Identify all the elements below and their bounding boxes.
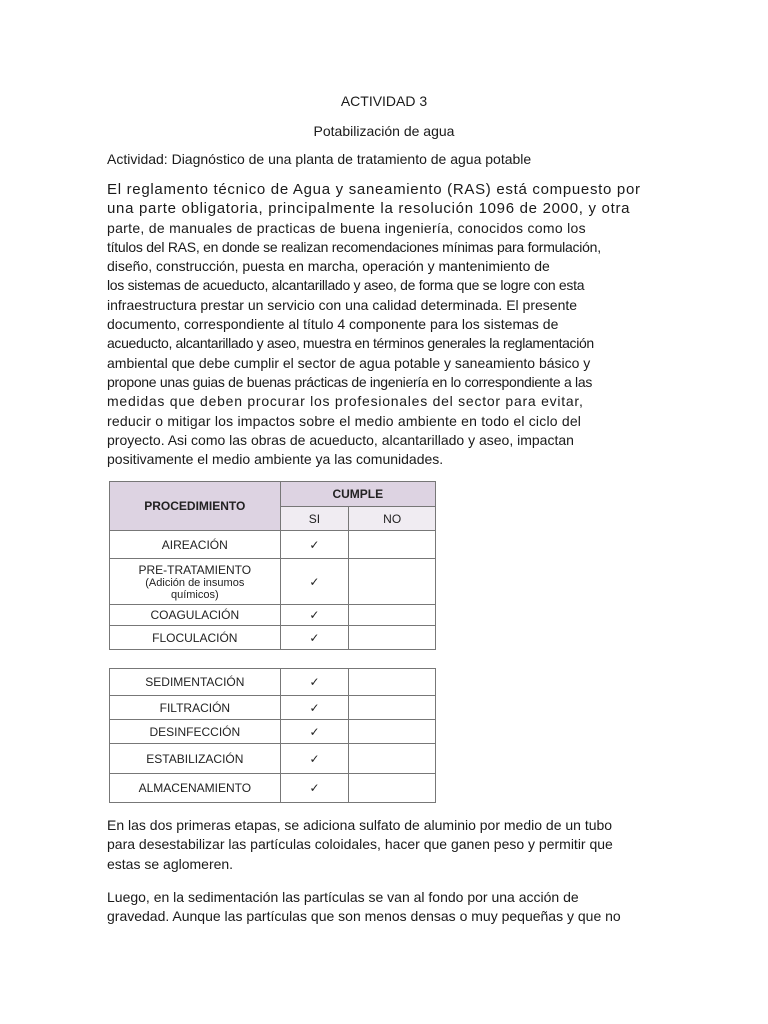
paragraph-1-line: documento, correspondiente al título 4 componente para los sistemas de bbox=[107, 316, 559, 333]
table-row bbox=[110, 720, 436, 744]
procedure-name: FLOCULACIÓN bbox=[110, 626, 281, 650]
procedure-name: ALMACENAMIENTO bbox=[110, 774, 281, 803]
no-cell bbox=[349, 720, 436, 744]
procedure-name: PRE-TRATAMIENTO bbox=[138, 562, 252, 577]
procedure-cell bbox=[110, 559, 281, 605]
no-cell bbox=[349, 531, 436, 559]
paragraph-2-line: estas se aglomeren. bbox=[107, 855, 234, 872]
paragraph-2-line: para desestabilizar las partículas coloidales, hacer que ganen peso y permitir que bbox=[107, 836, 613, 853]
paragraph-1-line: ambiental que debe cumplir el sector de agua potable y saneamiento básico y bbox=[107, 354, 591, 371]
document-subtitle: Potabilización de agua bbox=[313, 123, 455, 139]
procedure-name: AIREACIÓN bbox=[110, 531, 281, 559]
no-cell bbox=[349, 626, 436, 650]
check-mark: ✓ bbox=[280, 669, 349, 696]
table-row bbox=[110, 605, 436, 626]
check-mark: ✓ bbox=[280, 720, 349, 744]
check-mark: ✓ bbox=[280, 696, 349, 720]
procedure-name: SEDIMENTACIÓN bbox=[110, 669, 281, 696]
paragraph-1-line: propone unas guias de buenas prácticas de ingeniería en lo correspondiente a las bbox=[107, 373, 593, 390]
procedure-name: DESINFECCIÓN bbox=[110, 720, 281, 744]
paragraph-1-line: medidas que deben procurar los profesionales del sector para evitar, bbox=[107, 393, 584, 410]
header-procedimiento: PROCEDIMIENTO bbox=[110, 482, 281, 531]
paragraph-1-line: acueducto, alcantarillado y aseo, muestra en términos generales la reglamentación bbox=[107, 335, 594, 352]
no-cell bbox=[349, 605, 436, 626]
paragraph-1-line: proyecto. Asi como las obras de acueducto, alcantarillado y aseo, impactan bbox=[107, 431, 574, 448]
paragraph-1-line: infraestructura prestar un servicio con una calidad determinada. El presente bbox=[107, 296, 578, 313]
no-cell bbox=[349, 774, 436, 803]
table-row bbox=[110, 669, 436, 696]
paragraph-1-line: El reglamento técnico de Agua y saneamiento (RAS) está compuesto por bbox=[107, 181, 641, 198]
header-cumple: CUMPLE bbox=[280, 482, 435, 507]
paragraph-1-line: reducir o mitigar los impactos sobre el medio ambiente en todo el ciclo del bbox=[107, 412, 582, 429]
paragraph-2 bbox=[107, 816, 667, 874]
table-row bbox=[110, 559, 436, 605]
procedure-name: COAGULACIÓN bbox=[110, 605, 281, 626]
paragraph-3-line: gravedad. Aunque las partículas que son menos densas o muy pequeñas y que no bbox=[107, 908, 621, 925]
no-cell bbox=[349, 744, 436, 774]
procedure-note: (Adición de insumos químicos) bbox=[145, 576, 245, 601]
paragraph-3 bbox=[107, 888, 667, 927]
procedure-name: FILTRACIÓN bbox=[110, 696, 281, 720]
table-row bbox=[110, 696, 436, 720]
paragraph-3-line: Luego, en la sedimentación las partículas se van al fondo por una acción de bbox=[107, 889, 579, 905]
check-mark: ✓ bbox=[280, 605, 349, 626]
procedure-table-b bbox=[109, 668, 436, 803]
check-mark: ✓ bbox=[280, 774, 349, 803]
check-mark: ✓ bbox=[280, 744, 349, 774]
check-mark: ✓ bbox=[280, 559, 349, 605]
activity-line: Actividad: Diagnóstico de una planta de tratamiento de agua potable bbox=[107, 151, 532, 167]
paragraph-1-line: positivamente el medio ambiente ya las comunidades. bbox=[107, 451, 444, 468]
no-cell bbox=[349, 669, 436, 696]
procedure-name: ESTABILIZACIÓN bbox=[110, 744, 281, 774]
header-no: NO bbox=[349, 507, 436, 531]
paragraph-1-line: parte, de manuales de practicas de buena ingeniería, conocidos como los bbox=[107, 219, 586, 236]
check-mark: ✓ bbox=[280, 531, 349, 559]
no-cell bbox=[349, 696, 436, 720]
paragraph-2-line: En las dos primeras etapas, se adiciona sulfato de aluminio por medio de un tubo bbox=[107, 817, 613, 833]
table-row bbox=[110, 626, 436, 650]
paragraph-1-line: diseño, construcción, puesta en marcha, operación y mantenimiento de bbox=[107, 258, 550, 275]
check-mark: ✓ bbox=[280, 626, 349, 650]
procedure-table-a bbox=[109, 481, 436, 650]
no-cell bbox=[349, 559, 436, 605]
paragraph-1-line: los sistemas de acueducto, alcantarillado y aseo, de forma que se logre con esta bbox=[107, 277, 585, 294]
table-row bbox=[110, 774, 436, 803]
table-row bbox=[110, 744, 436, 774]
paragraph-1-line: una parte obligatoria, principalmente la resolución 1096 de 2000, y otra bbox=[107, 200, 631, 218]
header-si: SI bbox=[280, 507, 349, 531]
paragraph-1 bbox=[107, 180, 667, 469]
table-row bbox=[110, 531, 436, 559]
document-title: ACTIVIDAD 3 bbox=[340, 93, 428, 109]
paragraph-1-line: títulos del RAS, en donde se realizan recomendaciones mínimas para formulación, bbox=[107, 238, 601, 255]
